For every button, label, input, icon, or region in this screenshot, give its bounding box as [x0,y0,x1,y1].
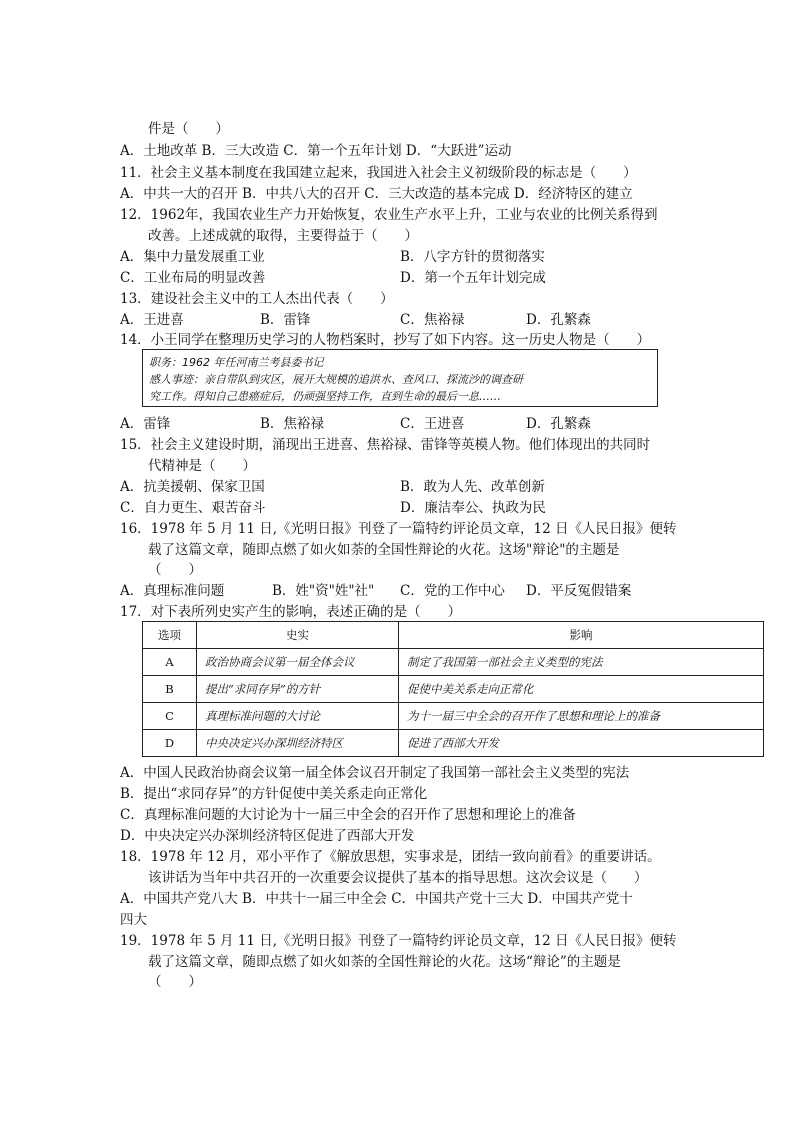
q12-stem-line2: 改善。上述成就的取得，主要得益于（ ） [148,228,418,244]
q19-stem-line2: 载了这篇文章，随即点燃了如火如荼的全国性辩论的火花。这场“辩论”的主题是 [148,954,621,970]
q18-options: A．中国共产党八大 B．中共十一届三中全会 C．中国共产党十三大 D．中国共产党十 [120,891,633,907]
table-cell-option: A [143,649,197,676]
q17-option-a: A．中国人民政治协商会议第一届全体会议召开制定了我国第一部社会主义类型的宪法 [120,765,630,781]
q14-box-line2: 感人事迹：亲自带队到灾区，展开大规模的追洪水、查风口、探流沙的调查研 [149,373,523,386]
q14-option-d: D．孔繁森 [526,416,591,432]
q12-option-b: B．八字方针的贯彻落实 [400,249,545,265]
q11-stem: 11．社会主义基本制度在我国建立起来，我国进入社会主义初级阶段的标志是（ ） [120,165,637,181]
q16-option-a: A．真理标准问题 [120,583,225,599]
q15-stem-line1: 15．社会主义建设时期，涌现出王进喜、焦裕禄、雷锋等英模人物。他们体现出的共同时 [120,437,651,453]
q10-options: A．土地改革 B．三大改造 C．第一个五年计划 D．“大跃进”运动 [120,143,512,159]
table-row [143,676,764,703]
q17-stem: 17．对下表所列史实产生的影响，表述正确的是（ ） [120,604,462,620]
q16-option-c: C．党的工作中心 [400,583,505,599]
q12-stem-line1: 12．1962年，我国农业生产力开始恢复，农业生产水平上升，工业与农业的比例关系得到 [120,207,658,223]
table-header-impact: 影响 [399,622,764,649]
table-header-option: 选项 [143,622,197,649]
table-row [143,703,764,730]
q13-option-a: A．王进喜 [120,312,184,328]
q13-stem: 13．建设社会主义中的工人杰出代表（ ） [120,291,394,307]
q11-options: A．中共一大的召开 B．中共八大的召开 C．三大改造的基本完成 D．经济特区的建立 [120,186,633,202]
q13-option-c: C．焦裕禄 [400,312,465,328]
table-cell-impact: 制定了我国第一部社会主义类型的宪法 [399,649,764,676]
q14-profile-box [142,349,658,407]
q16-option-b: B．姓"资"姓"社" [272,583,375,599]
table-cell-fact: 提出“求同存异”的方针 [197,676,399,703]
table-cell-option: C [143,703,197,730]
table-cell-option: D [143,730,197,757]
table-row [143,649,764,676]
q10-stem-tail: 件是（ ） [148,121,229,137]
table-cell-impact: 促使中美关系走向正常化 [399,676,764,703]
q15-option-a: A．抗美援朝、保家卫国 [120,479,265,495]
table-cell-option: B [143,676,197,703]
q19-stem-line3: （ ） [148,974,202,990]
q14-option-a: A．雷锋 [120,416,171,432]
q15-option-b: B．敢为人先、改革创新 [400,479,545,495]
table-cell-impact: 促进了西部大开发 [399,730,764,757]
table-cell-impact: 为十一届三中全会的召开作了思想和理论上的准备 [399,703,764,730]
q14-option-c: C．王进喜 [400,416,465,432]
q12-option-c: C．工业布局的明显改善 [120,270,266,286]
table-header-fact: 史实 [197,622,399,649]
q15-option-c: C．自力更生、艰苦奋斗 [120,500,266,516]
q12-option-d: D．第一个五年计划完成 [400,270,546,286]
q16-stem-line3: （ ） [148,562,202,578]
q16-option-d: D．平反冤假错案 [526,583,632,599]
q13-option-d: D．孔繁森 [526,312,591,328]
q16-stem-line2: 载了这篇文章，随即点燃了如火如荼的全国性辩论的火花。这场"辩论"的主题是 [148,542,620,558]
q18-stem-line2: 该讲话为当年中共召开的一次重要会议提供了基本的指导思想。这次会议是（ ） [148,870,648,886]
q18-stem-line1: 18．1978 年 12 月，邓小平作了《解放思想，实事求是，团结一致向前看》的重要讲话。 [120,849,661,865]
q16-stem-line1: 16．1978 年 5 月 11 日,《光明日报》刊登了一篇特约评论员文章，12 日《人民日报》便转 [120,521,677,537]
q17-option-b: B．提出“求同存异”的方针促使中美关系走向正常化 [120,786,428,802]
q17-history-table [142,621,764,757]
table-header-row [143,622,764,649]
q12-option-a: A．集中力量发展重工业 [120,249,265,265]
q15-stem-line2: 代精神是（ ） [148,458,256,474]
q14-box-line3: 究工作。得知自己患癌症后，仍顽强坚持工作，直到生命的最后一息…… [149,390,501,403]
q18-options-wrap: 四大 [120,912,147,928]
q19-stem-line1: 19．1978 年 5 月 11 日,《光明日报》刊登了一篇特约评论员文章，12 日《人民日报》便转 [120,933,677,949]
q15-option-d: D．廉洁奉公、执政为民 [400,500,546,516]
q17-option-c: C．真理标准问题的大讨论为十一届三中全会的召开作了思想和理论上的准备 [120,807,576,823]
q13-option-b: B．雷锋 [260,312,311,328]
q14-box-line1: 职务：1962 年任河南兰考县委书记 [149,356,324,369]
table-row [143,730,764,757]
table-cell-fact: 中央决定兴办深圳经济特区 [197,730,399,757]
q14-option-b: B．焦裕禄 [260,416,324,432]
table-cell-fact: 真理标准问题的大讨论 [197,703,399,730]
q17-option-d: D．中央决定兴办深圳经济特区促进了西部大开发 [120,828,415,844]
q14-stem: 14．小王同学在整理历史学习的人物档案时，抄写了如下内容。这一历史人物是（ ） [120,332,651,348]
table-cell-fact: 政治协商会议第一届全体会议 [197,649,399,676]
